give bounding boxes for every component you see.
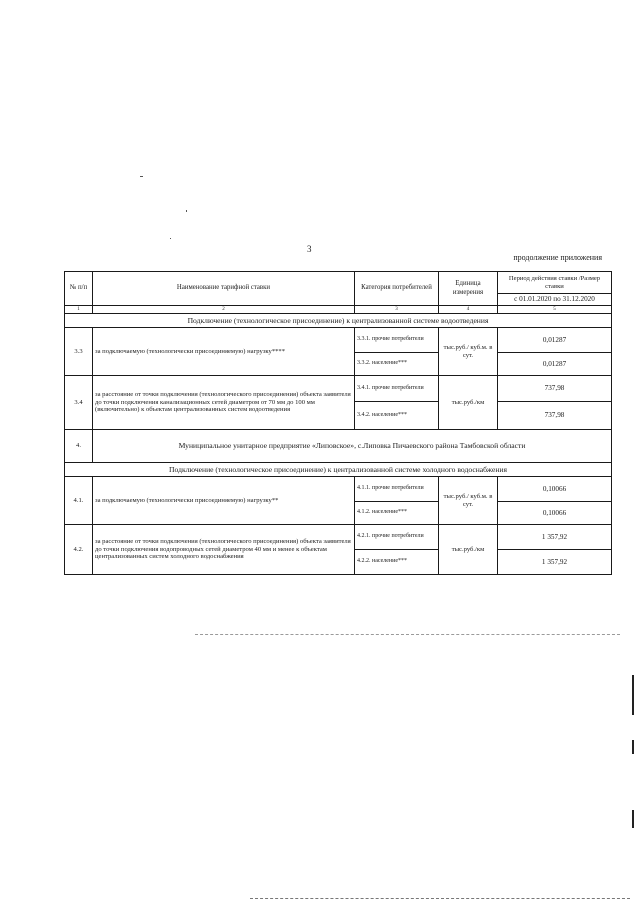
scan-speck xyxy=(170,238,171,239)
header-period-dates: с 01.01.2020 по 31.12.2020 xyxy=(498,294,612,306)
table-row xyxy=(65,376,612,402)
consumer-category: 3.4.1. прочие потребители xyxy=(355,376,439,402)
scan-speck xyxy=(140,176,143,177)
rate-value: 0,10066 xyxy=(498,477,612,502)
header-num: № п/п xyxy=(65,272,93,306)
rate-value: 1 357,92 xyxy=(498,525,612,550)
organization-row xyxy=(65,430,612,463)
rate-name: за расстояние от точки подключения (технологического присоединения) объекта заявителя до точки подключения водопроводных сетей диаметром 40 мм и менее к объектам централизованных систем холодного водоснабжения xyxy=(93,525,355,575)
table-row xyxy=(65,328,612,353)
header-unit: Единица измерения xyxy=(439,272,498,306)
unit-of-measure: тыс.руб./ куб.м. в сут. xyxy=(439,328,498,376)
column-index: 5 xyxy=(498,306,612,314)
continuation-note: продолжение приложения xyxy=(513,253,602,262)
table-header-row xyxy=(65,272,612,294)
rate-value: 0,10066 xyxy=(498,502,612,525)
consumer-category: 4.2.2. население*** xyxy=(355,550,439,575)
consumer-category: 3.4.2. население*** xyxy=(355,402,439,430)
header-period-title: Период действия ставки /Размер ставки xyxy=(498,272,612,294)
rate-name: за подключаемую (технологически присоединяемую) нагрузку**** xyxy=(93,328,355,376)
organization-name: Муниципальное унитарное предприятие «Липовское», с.Липовка Пичаевского района Тамбовской области xyxy=(93,430,612,463)
rate-value: 1 357,92 xyxy=(498,550,612,575)
header-name: Наименование тарифной ставки xyxy=(93,272,355,306)
page-number: 3 xyxy=(307,244,312,254)
consumer-category: 4.1.1. прочие потребители xyxy=(355,477,439,502)
section-row-sewer xyxy=(65,314,612,328)
section-title-sewer: Подключение (технологическое присоединение) к централизованной системе водоотведения xyxy=(65,314,612,328)
table-row xyxy=(65,477,612,502)
rate-value: 737,98 xyxy=(498,402,612,430)
consumer-category: 4.1.2. население*** xyxy=(355,502,439,525)
scan-edge-mark xyxy=(632,675,634,715)
scan-artifact-line xyxy=(250,898,630,899)
table-row xyxy=(65,525,612,550)
section-title-water: Подключение (технологическое присоединение) к централизованной системе холодного водоснабжения xyxy=(65,463,612,477)
unit-of-measure: тыс.руб./ куб.м. в сут. xyxy=(439,477,498,525)
consumer-category: 4.2.1. прочие потребители xyxy=(355,525,439,550)
rate-value: 737,98 xyxy=(498,376,612,402)
column-index: 3 xyxy=(355,306,439,314)
unit-of-measure: тыс.руб./км xyxy=(439,525,498,575)
column-index-row xyxy=(65,306,612,314)
rate-name: за расстояние от точки подключения (технологического присоединения) объекта заявителя до точки подключения канализационных сетей диаметром от 70 мм до 100 мм (включительно) к объектам централизованных систем водоотведения xyxy=(93,376,355,430)
section-row-water xyxy=(65,463,612,477)
rate-name: за подключаемую (технологически присоединяемую) нагрузку** xyxy=(93,477,355,525)
scan-speck xyxy=(186,210,187,212)
row-number: 4.1. xyxy=(65,477,93,525)
rate-value: 0,01287 xyxy=(498,353,612,376)
tariff-table xyxy=(64,271,612,575)
header-category: Категория потребителей xyxy=(355,272,439,306)
column-index: 1 xyxy=(65,306,93,314)
consumer-category: 3.3.1. прочие потребители xyxy=(355,328,439,353)
column-index: 4 xyxy=(439,306,498,314)
scan-artifact-line xyxy=(195,634,620,635)
scan-edge-mark xyxy=(632,810,634,828)
row-number: 4.2. xyxy=(65,525,93,575)
row-number: 4. xyxy=(65,430,93,463)
row-number: 3.4 xyxy=(65,376,93,430)
consumer-category: 3.3.2. население*** xyxy=(355,353,439,376)
rate-value: 0,01287 xyxy=(498,328,612,353)
column-index: 2 xyxy=(93,306,355,314)
row-number: 3.3 xyxy=(65,328,93,376)
scan-edge-mark xyxy=(632,740,634,754)
unit-of-measure: тыс.руб./км xyxy=(439,376,498,430)
